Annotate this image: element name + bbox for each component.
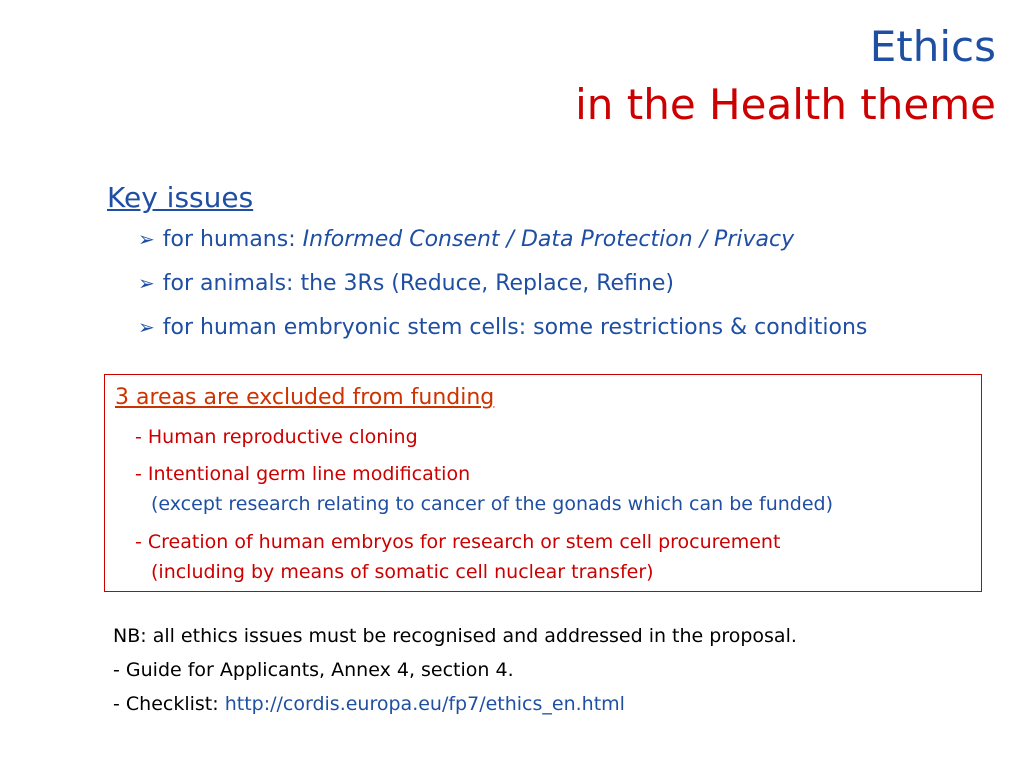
arrow-right-icon: ➢	[138, 227, 155, 251]
arrow-right-icon: ➢	[138, 315, 155, 339]
slide-title	[575, 18, 996, 134]
excluded-item-embryos: - Creation of human embryos for research or stem cell procurement	[135, 531, 781, 553]
nb-line-main: NB: all ethics issues must be recognised and addressed in the proposal.	[113, 625, 797, 647]
key-issues-list	[138, 224, 867, 356]
bullet-stem-cells	[138, 312, 867, 356]
bullet-animals	[138, 268, 867, 312]
bullet-humans-prefix: for humans:	[162, 227, 303, 252]
nb-line-checklist	[113, 687, 797, 721]
bullet-humans-emphasis: Informed Consent / Data Protection / Privacy	[302, 227, 795, 252]
excluded-item-germ-line: - Intentional germ line modification	[135, 463, 471, 485]
title-line-health-theme: in the Health theme	[575, 80, 996, 129]
checklist-link[interactable]: http://cordis.europa.eu/fp7/ethics_en.html	[224, 693, 625, 715]
arrow-right-icon: ➢	[138, 271, 155, 295]
checklist-label: - Checklist:	[113, 693, 225, 715]
nb-section	[113, 619, 797, 721]
bullet-humans	[138, 224, 867, 268]
nb-line-guide: - Guide for Applicants, Annex 4, section 4.	[113, 659, 514, 681]
excluded-item-embryos-note: (including by means of somatic cell nuclear transfer)	[151, 561, 654, 583]
bullet-stem-cells-text: for human embryonic stem cells: some restrictions & conditions	[162, 315, 868, 340]
bullet-animals-text: for animals: the 3Rs (Reduce, Replace, Refine)	[162, 271, 674, 296]
key-issues-heading: Key issues	[107, 181, 254, 214]
excluded-item-germ-line-note: (except research relating to cancer of the gonads which can be funded)	[151, 493, 833, 515]
title-line-ethics: Ethics	[869, 22, 996, 71]
excluded-funding-box	[104, 374, 982, 592]
excluded-heading: 3 areas are excluded from funding	[115, 385, 495, 410]
excluded-item-cloning: - Human reproductive cloning	[135, 426, 418, 448]
